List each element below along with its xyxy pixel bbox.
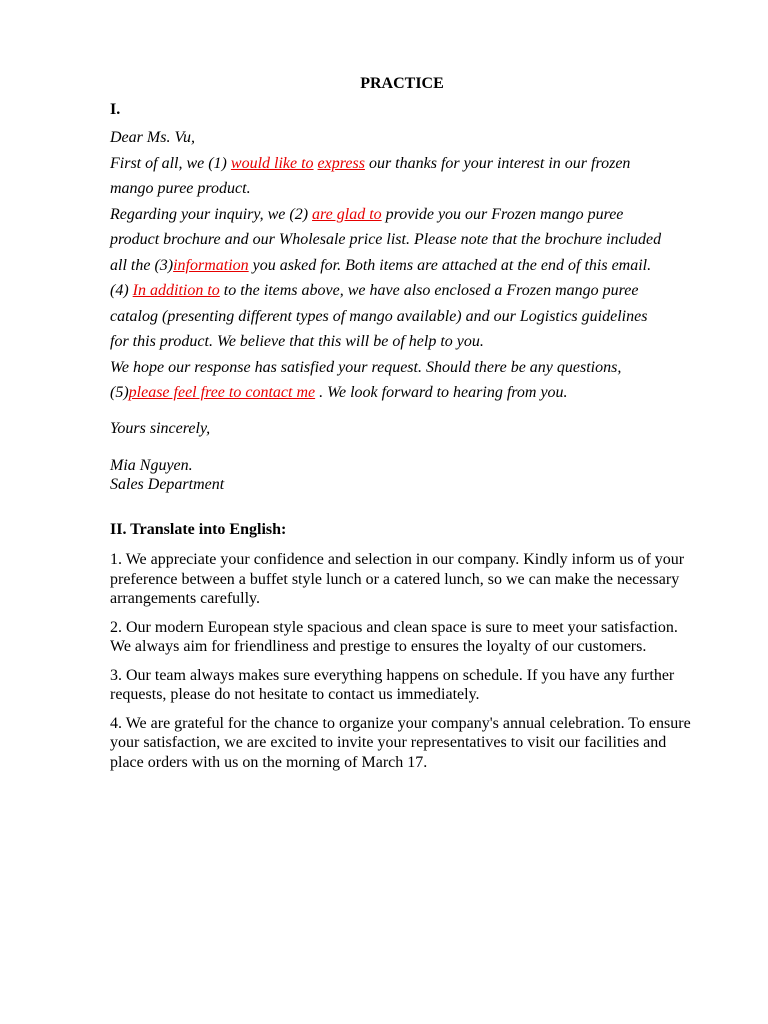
blank-answer-3: information — [173, 256, 249, 274]
translation-item: 2. Our modern European style spacious and clean space is sure to meet your satisfaction. We always aim for friendliness and prestige to ensures the loyalty of our customers. — [110, 618, 678, 655]
letter-line — [110, 202, 710, 228]
closing: Yours sincerely, — [110, 420, 211, 437]
page-title: PRACTICE — [360, 75, 444, 92]
section-2-heading: II. Translate into English: — [110, 521, 287, 538]
blank-answer-1b: express — [317, 154, 365, 172]
line-text: product brochure and our Wholesale price list. Please note that the brochure included — [110, 231, 662, 248]
line-text: Regarding your inquiry, we (2) — [110, 205, 313, 223]
line-text: our thanks for your interest in our frozen — [364, 154, 631, 172]
translation-item: 4. We are grateful for the chance to organize your company's annual celebration. To ensure your satisfaction, we are excited to invite your representatives to visit our facilities and place orders with us on the morning of March 17. — [110, 714, 691, 771]
line-text: mango puree product. — [110, 180, 251, 197]
letter-line — [110, 227, 710, 253]
line-text: provide you our Frozen mango puree — [381, 205, 624, 223]
line-text: for this product. We believe that this will be of help to you. — [110, 333, 484, 350]
line-text: . We look forward to hearing from you. — [315, 384, 568, 401]
line-text: catalog (presenting different types of mango available) and our Logistics guidelines — [110, 307, 648, 325]
translation-item: 1. We appreciate your confidence and selection in our company. Kindly inform us of your preference between a buffet style lunch or a catered lunch, so we can make the necessary arrangements carefully. — [110, 551, 685, 607]
line-text: you asked for. Both items are attached at the end of this email. — [248, 256, 652, 274]
letter-line — [110, 278, 710, 304]
blank-answer-2: are glad to — [312, 205, 382, 223]
letter-line — [110, 253, 710, 279]
letter-line — [110, 380, 710, 406]
section-1-heading: I. — [110, 101, 121, 118]
blank-answer-5: please feel free to contact me — [128, 384, 316, 401]
signature-department: Sales Department — [110, 476, 225, 493]
line-text: to the items above, we have also enclosed a Frozen mango puree — [219, 282, 639, 299]
salutation: Dear Ms. Vu, — [110, 129, 196, 146]
letter-line — [110, 304, 710, 330]
line-text: all the (3) — [110, 256, 174, 274]
line-text: We hope our response has satisfied your request. Should there be any questions, — [110, 358, 622, 376]
translation-list — [110, 550, 700, 781]
blank-answer-1: would like to — [230, 154, 314, 172]
line-text: (4) — [110, 282, 133, 299]
letter-line — [110, 151, 710, 177]
line-text: First of all, we (1) — [110, 154, 231, 172]
signature-name: Mia Nguyen. — [110, 457, 193, 474]
letter-line — [110, 355, 710, 381]
letter-line — [110, 329, 710, 355]
line-text: (5) — [110, 384, 129, 401]
translation-item: 3. Our team always makes sure everything happens on schedule. If you have any further requests, please do not hesitate to contact us immediately. — [110, 666, 675, 703]
blank-answer-4: In addition to — [132, 282, 220, 299]
letter-line — [110, 176, 710, 202]
letter-body — [110, 125, 710, 406]
